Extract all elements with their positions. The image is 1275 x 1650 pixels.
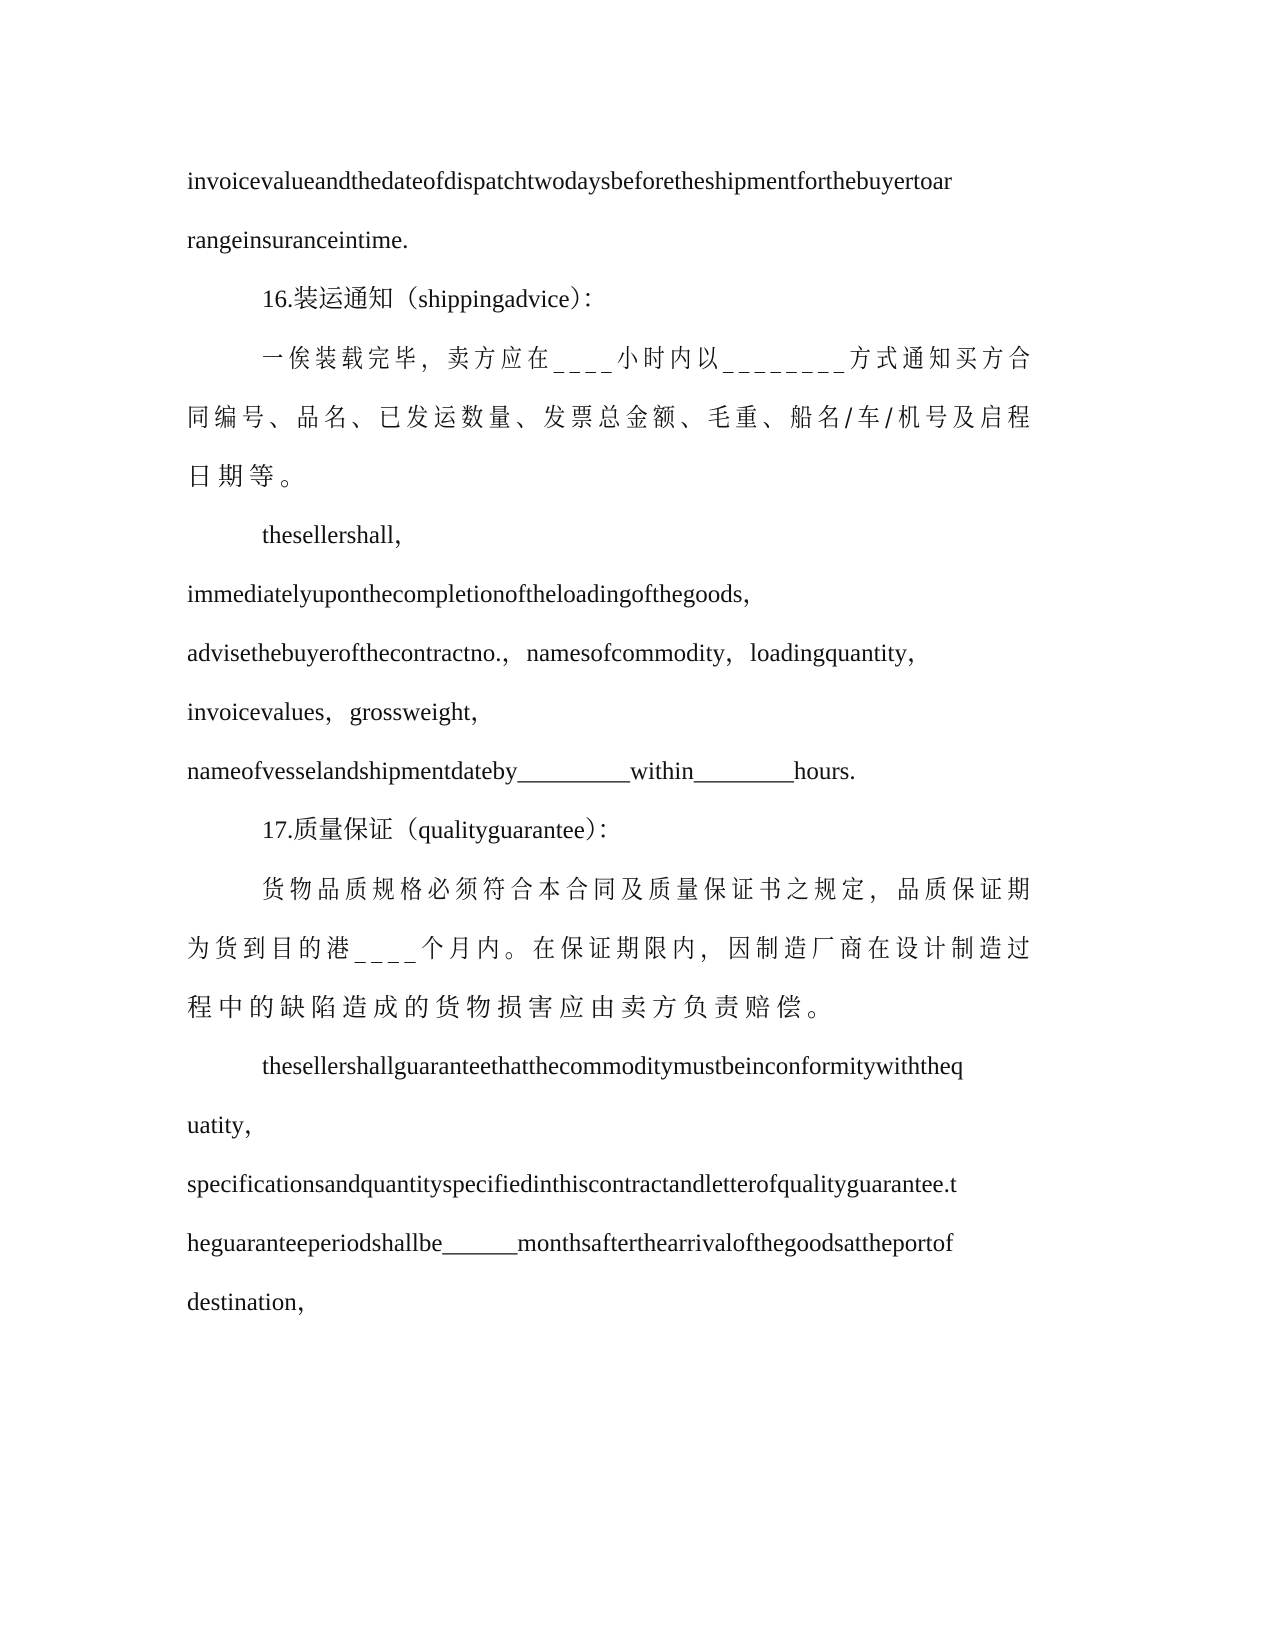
text-line-16: thesellershallguaranteethatthecommoditymustbeinconformitywiththeq [262, 1053, 964, 1080]
text-line-8: immediatelyuponthecompletionoftheloadingofthegoods， [187, 581, 768, 608]
text-line-5: 同编号、品名、已发运数量、发票总金额、毛重、船名/车/机号及启程 [187, 403, 1035, 432]
text-line-13: 货物品质规格必须符合本合同及质量保证书之规定，品质保证期 [262, 875, 1036, 904]
text-line-1: invoicevalueandthedateofdispatchtwodaysbeforetheshipmentforthebuyertoar [187, 168, 952, 195]
text-line-14: 为货到目的港____个月内。在保证期限内，因制造厂商在设计制造过 [187, 934, 1036, 963]
section-heading-16: 16.装运通知（shippingadvice）： [262, 286, 608, 313]
text-line-19: heguaranteeperiodshallbe______monthsafterthearrivalofthegoodsattheportof [187, 1230, 954, 1257]
text-line-20: destination， [187, 1289, 322, 1316]
section-heading-17: 17.质量保证（qualityguarantee）： [262, 817, 623, 844]
text-line-17: uatity， [187, 1112, 269, 1139]
text-line-18: specificationsandquantityspecifiedinthiscontractandletterofqualityguarantee.t [187, 1171, 957, 1198]
text-line-10: invoicevalues，grossweight， [187, 699, 496, 726]
text-line-11: nameofvesselandshipmentdateby_________within________hours. [187, 758, 856, 785]
text-line-4: 一俟装载完毕，卖方应在____小时内以________方式通知买方合 [262, 344, 1036, 373]
text-line-2: rangeinsuranceintime. [187, 227, 409, 254]
text-line-7: thesellershall， [262, 522, 419, 549]
text-line-15: 程中的缺陷造成的货物损害应由卖方负责赔偿。 [187, 993, 839, 1022]
text-line-9: advisethebuyerofthecontractno.，namesofcommodity，loadingquantity， [187, 640, 932, 667]
text-line-6: 日期等。 [187, 462, 312, 491]
